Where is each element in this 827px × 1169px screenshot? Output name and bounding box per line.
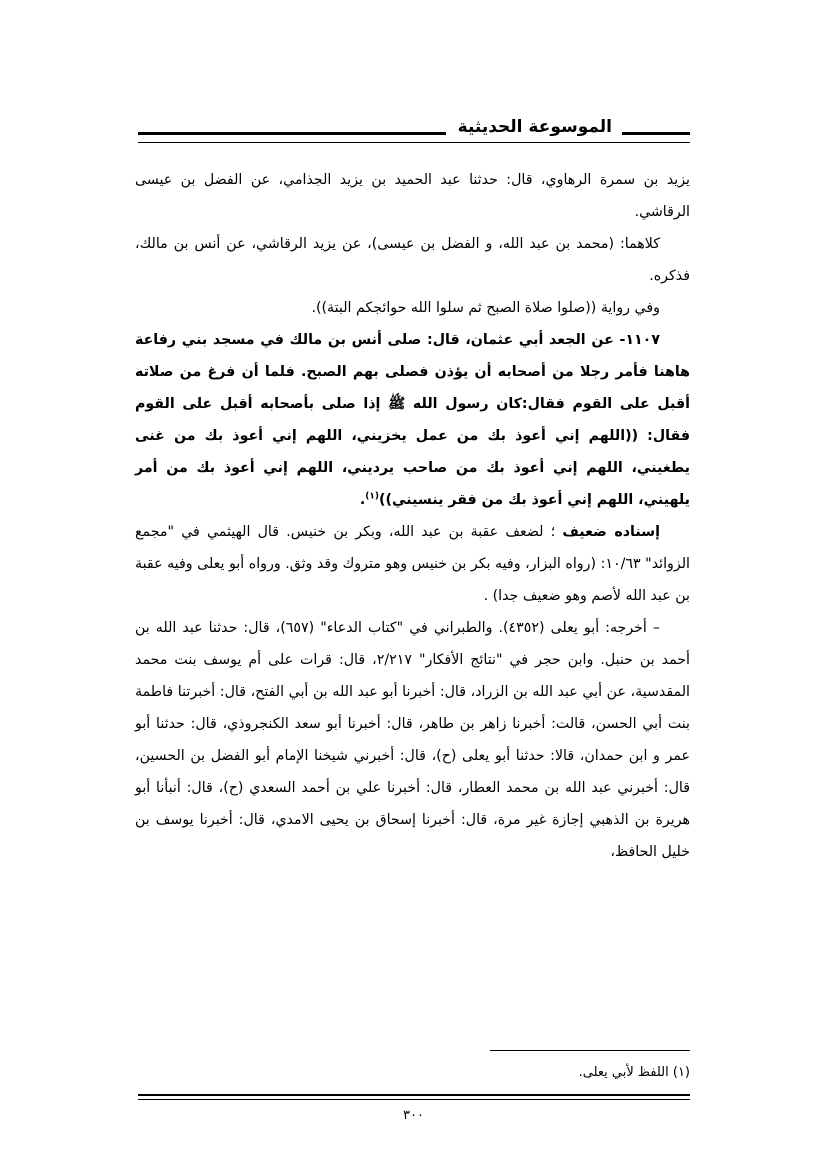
footnote-ref: (١) <box>365 491 379 502</box>
footer-rule-thin <box>138 1099 690 1100</box>
hadith-1107-end: . <box>359 492 366 508</box>
paragraph-both: كلاهما: (محمد بن عبد الله، و الفضل بن عيسى)، عن يزيد الرقاشي، عن أنس بن مالك، فذكره. <box>135 236 690 284</box>
paragraph-chain: يزيد بن سمرة الرهاوي، قال: حدثنا عبد الحميد بن يزيد الجذامي، عن الفضل بن عيسى الرقاشي. <box>135 172 690 220</box>
takhrij-paragraph: – أخرجه: أبو يعلى (٤٣٥٢). والطبراني في "كتاب الدعاء" (٦٥٧)، قال: حدثنا عبد الله بن أحمد بن حنبل. وابن حجر في "نتائج الأفكار" ٢/٢١٧، قال: قرات على أم يوسف بنت محمد المقدسية، عن أبي عبد الله بن الزراد، قال: أخبرنا أبو عبد الله بن أبي الفتح، قال: أخبرتنا فاطمة بنت أبي الحسن، قالت: أخبرنا زاهر بن طاهر، قال: أخبرنا أبو سعد الكنجروذي، قال: حدثنا أبو عمر و ابن حمدان، قالا: حدثنا أبو يعلى (ح)، قال: أخبرني شيخنا الإمام أبو الفضل بن الحسين، قال: أخبرني عبد الله بن محمد العطار، قال: أخبرنا علي بن أحمد السعدي (ح)، قال: أنبأنا أبو هريرة بن الذهبي إجازة غير مرة، قال: أخبرنا إسحاق بن يحيى الامدي، قال: أخبرنا يوسف بن خليل الحافظ، <box>135 620 690 860</box>
hadith-1107-text: ١١٠٧- عن الجعد أبي عثمان، قال: صلى أنس بن مالك في مسجد بني رفاعة هاهنا فأمر رجلا من أصحابه أن يؤذن فصلى بهم الصبح. فلما أن فرغ من صلاته أقبل على القوم فقال:كان رسول الله ﷺ إذا صلى بأصحابه أقبل على القوم فقال: ((اللهم إني أعوذ بك من عمل يخزيني، اللهم إني أعوذ بك من غنى يطغيني، اللهم إني أعوذ بك من صاحب يرديني، اللهم إني أعوذ بك من أمر يلهيني، اللهم إني أعوذ بك من فقر ينسيني)) <box>135 332 690 508</box>
footer-rule-thick <box>138 1094 690 1096</box>
hadith-1107 <box>135 324 690 516</box>
body-text <box>135 164 690 868</box>
footnote-separator <box>490 1050 690 1051</box>
isnad-paragraph <box>135 516 690 612</box>
footnote: (١) اللفظ لأبي يعلى. <box>578 1065 690 1080</box>
running-header <box>138 112 690 146</box>
header-title: الموسوعة الحديثية <box>457 117 612 137</box>
header-rule-left <box>138 132 446 135</box>
page-number: ٣٠٠ <box>403 1108 424 1123</box>
isnad-label: إسناده ضعيف <box>562 524 660 540</box>
paragraph-variant: وفي رواية ((صلوا صلاة الصبح ثم سلوا الله حوائجكم البتة)). <box>311 300 660 316</box>
header-rule-right <box>622 132 690 135</box>
header-underline <box>138 142 690 143</box>
isnad-text: ؛ لضعف عقبة بن عبد الله، وبكر بن خنيس. قال الهيثمي في "مجمع الزوائد" ١٠/٦٣: (رواه البزار، وفيه بكر بن خنيس وهو متروك وقد وثق. ورواه أبو يعلى وفيه عقبة بن عبد الله لأصم وهو ضعيف جدا) . <box>135 524 690 604</box>
